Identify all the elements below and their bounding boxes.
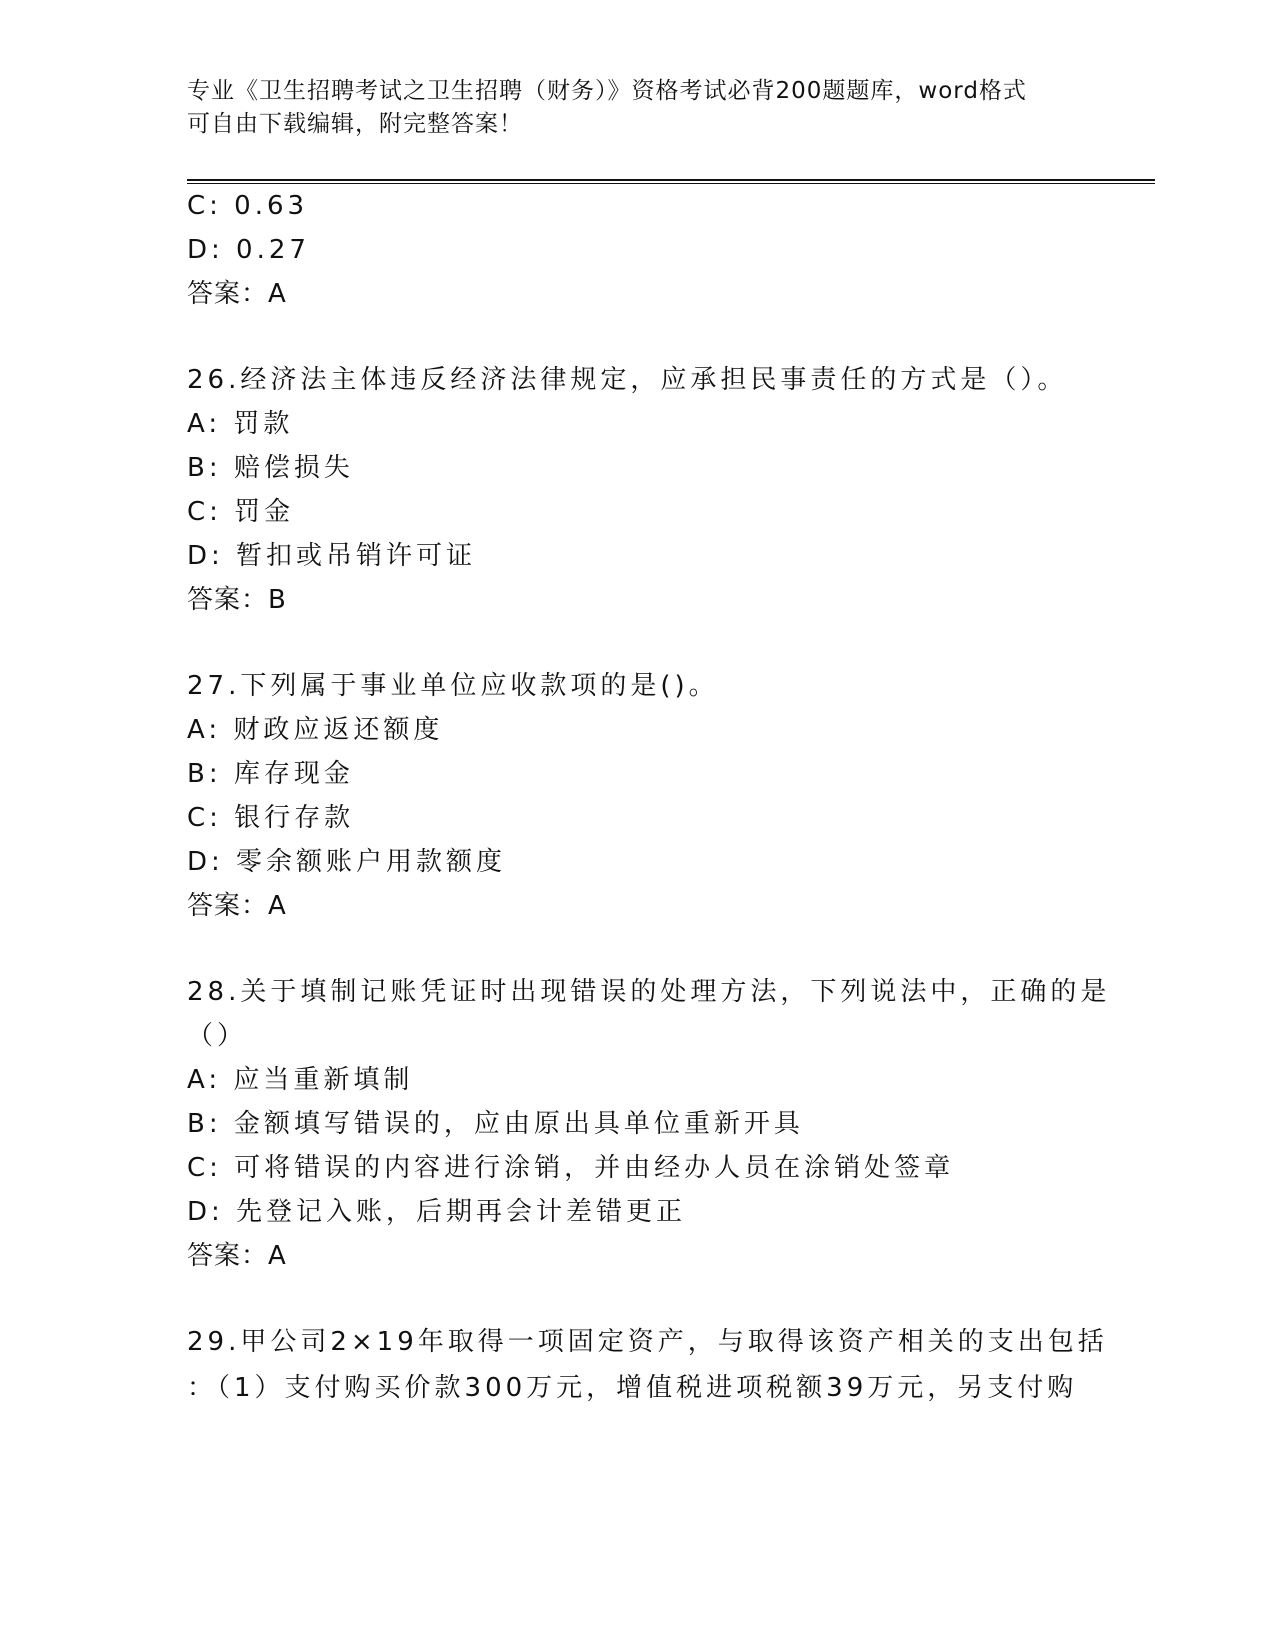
q29-stem-line-1: 29.甲公司2×19年取得一项固定资产，与取得该资产相关的支出包括 <box>187 1327 1108 1357</box>
q27-option-c: C: 银行存款 <box>187 803 355 833</box>
q25-answer: 答案：A <box>187 279 287 309</box>
q26-stem: 26.经济法主体违反经济法律规定，应承担民事责任的方式是（）。 <box>187 365 1068 395</box>
q26-option-d: D: 暂扣或吊销许可证 <box>187 541 477 571</box>
header-title-line-2: 可自由下载编辑，附完整答案！ <box>187 111 523 137</box>
q27-option-b: B: 库存现金 <box>187 759 354 789</box>
header-divider-thin <box>187 183 1155 184</box>
q27-option-a: A: 财政应返还额度 <box>187 715 444 745</box>
q26-option-a: A: 罚款 <box>187 409 294 439</box>
q26-option-c: C: 罚金 <box>187 497 295 527</box>
q25-option-d: D: 0.27 <box>187 235 310 265</box>
q25-option-c: C: 0.63 <box>187 191 309 221</box>
q28-option-d: D: 先登记入账，后期再会计差错更正 <box>187 1197 687 1227</box>
q27-answer: 答案：A <box>187 891 287 921</box>
q29-stem-line-2: ：（1）支付购买价款300万元，增值税进项税额39万元，另支付购 <box>187 1373 1078 1403</box>
header-divider-thick <box>187 179 1155 181</box>
q26-option-b: B: 赔偿损失 <box>187 453 354 483</box>
q28-stem-line-2: （） <box>187 1021 248 1051</box>
q28-answer: 答案：A <box>187 1241 287 1271</box>
q28-option-b: B: 金额填写错误的，应由原出具单位重新开具 <box>187 1109 804 1139</box>
q28-stem-line-1: 28.关于填制记账凭证时出现错误的处理方法，下列说法中，正确的是 <box>187 977 1111 1007</box>
q27-option-d: D: 零余额账户用款额度 <box>187 847 507 877</box>
header-title-line-1: 专业《卫生招聘考试之卫生招聘（财务）》资格考试必背200题题库，word格式 <box>187 78 1027 104</box>
q26-answer: 答案：B <box>187 585 287 615</box>
q27-stem: 27.下列属于事业单位应收款项的是()。 <box>187 671 719 701</box>
document-header <box>187 75 1087 141</box>
q28-option-a: A: 应当重新填制 <box>187 1065 414 1095</box>
q28-option-c: C: 可将错误的内容进行涂销，并由经办人员在涂销处签章 <box>187 1153 955 1183</box>
